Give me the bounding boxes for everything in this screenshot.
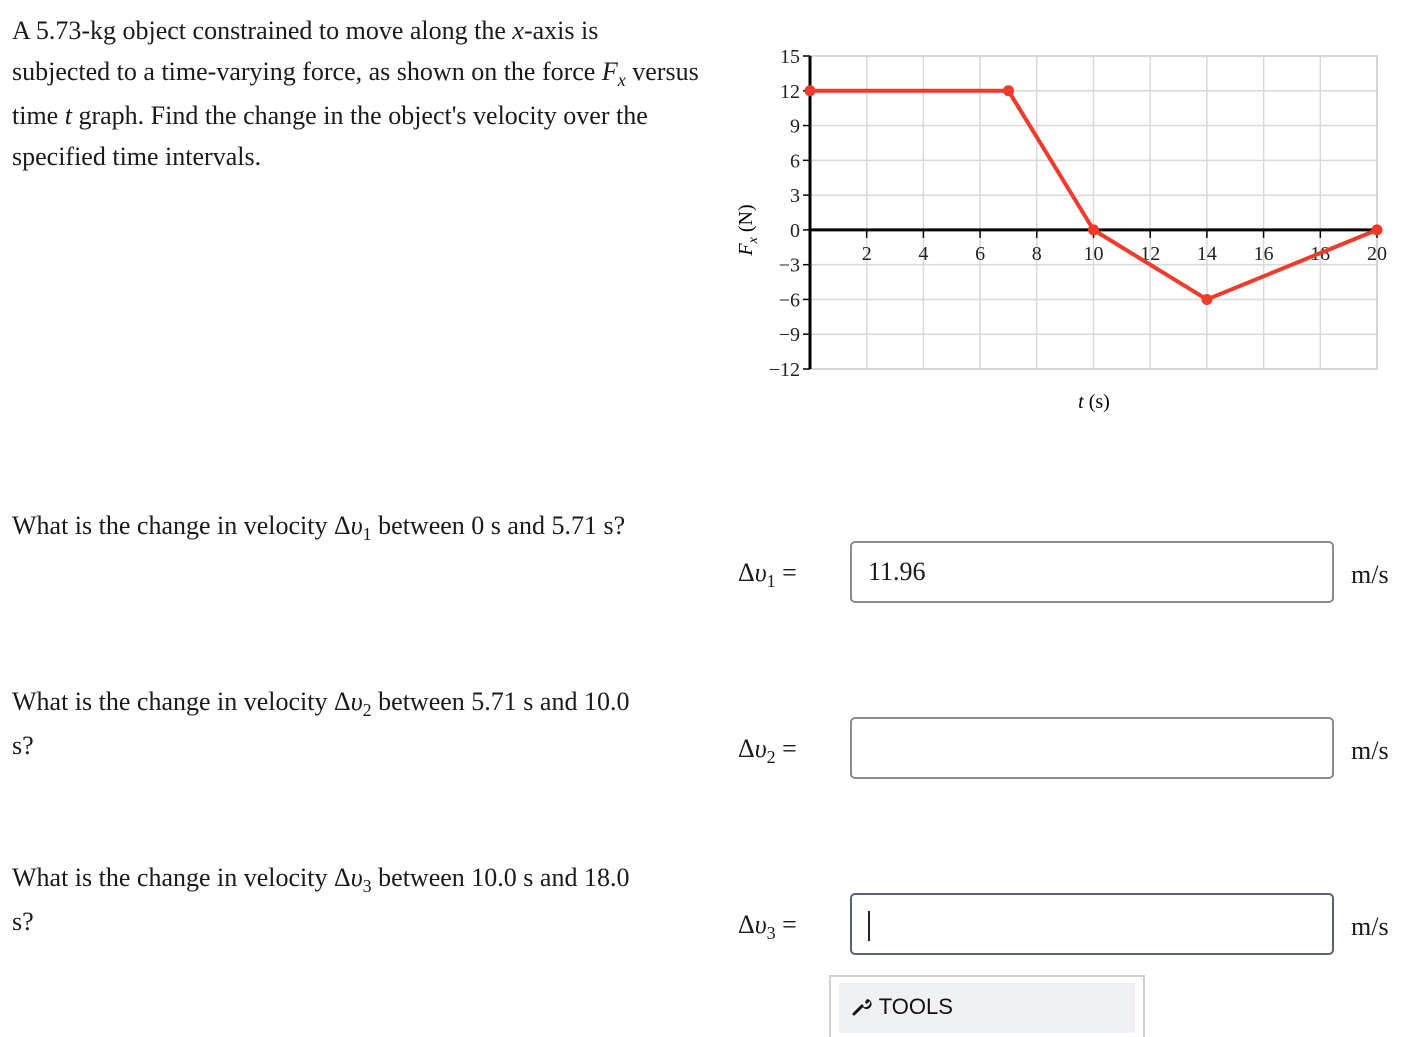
x-axis-label: t (s) bbox=[1078, 391, 1110, 413]
data-point bbox=[1372, 224, 1383, 235]
question-3: What is the change in velocity $\Delta\upsilon_3$ between 10.0 s and 18.0 s? bbox=[12, 863, 630, 936]
delta-v2-unit: m/s bbox=[1351, 736, 1389, 765]
delta-v1-label: $\Delta\upsilon_1$ = bbox=[738, 558, 797, 591]
data-point bbox=[1088, 224, 1099, 235]
delta-v1-unit: m/s bbox=[1351, 560, 1389, 589]
data-point bbox=[1201, 294, 1212, 305]
y-tick-label: −12 bbox=[768, 359, 800, 381]
problem-statement: A 5.73-kg object constrained to move along the x-axis is subjected to a time-varying force, as shown on the force $F_x$ versus time t graph. Find the change in the object's velocity over the specified time intervals. bbox=[12, 16, 699, 171]
delta-v3-label: $\Delta\upsilon_3$ = bbox=[738, 910, 797, 943]
y-tick-label: 0 bbox=[790, 219, 800, 242]
delta-v2-input[interactable] bbox=[850, 717, 1334, 779]
question-1: What is the change in velocity $\Delta\upsilon_1$ between 0 s and 5.71 s? bbox=[12, 511, 626, 544]
x-tick-label: 2 bbox=[861, 242, 872, 265]
y-tick-label: −3 bbox=[778, 254, 800, 277]
y-tick-label: −9 bbox=[778, 324, 800, 347]
x-tick-label: 18 bbox=[1310, 242, 1331, 265]
wrench-icon bbox=[851, 995, 873, 1017]
y-tick-label: 6 bbox=[790, 150, 800, 173]
y-tick-label: 3 bbox=[790, 185, 800, 208]
x-tick-label: 4 bbox=[918, 242, 929, 265]
y-tick-label: 12 bbox=[780, 80, 800, 103]
x-tick-label: 20 bbox=[1367, 242, 1387, 265]
delta-v3-input[interactable] bbox=[850, 893, 1334, 955]
data-point bbox=[805, 85, 816, 96]
y-axis-label: $F_x$ (N) bbox=[735, 204, 761, 256]
tools-panel bbox=[829, 975, 1145, 1037]
y-tick-label: −6 bbox=[778, 289, 800, 312]
y-tick-label: 15 bbox=[780, 46, 800, 68]
text-caret bbox=[868, 911, 870, 941]
question-2: What is the change in velocity $\Delta\upsilon_2$ between 5.71 s and 10.0 s? bbox=[12, 687, 630, 760]
delta-v1-input[interactable]: 11.96 bbox=[850, 541, 1334, 603]
delta-v2-label: $\Delta\upsilon_2$ = bbox=[738, 734, 797, 767]
force-time-graph bbox=[720, 30, 1404, 430]
x-tick-label: 6 bbox=[975, 242, 986, 265]
tools-label: TOOLS bbox=[878, 994, 953, 1019]
x-tick-label: 12 bbox=[1140, 242, 1161, 265]
data-point bbox=[1003, 85, 1014, 96]
chart-grid bbox=[810, 56, 1377, 369]
x-tick-label: 10 bbox=[1083, 242, 1104, 265]
delta-v3-unit: m/s bbox=[1351, 912, 1389, 941]
x-tick-label: 8 bbox=[1031, 242, 1042, 265]
x-tick-label: 14 bbox=[1196, 242, 1217, 265]
chart-ticks bbox=[769, 46, 1387, 381]
tools-button[interactable] bbox=[839, 983, 1135, 1033]
x-tick-label: 16 bbox=[1253, 242, 1274, 265]
y-tick-label: 9 bbox=[790, 115, 800, 138]
